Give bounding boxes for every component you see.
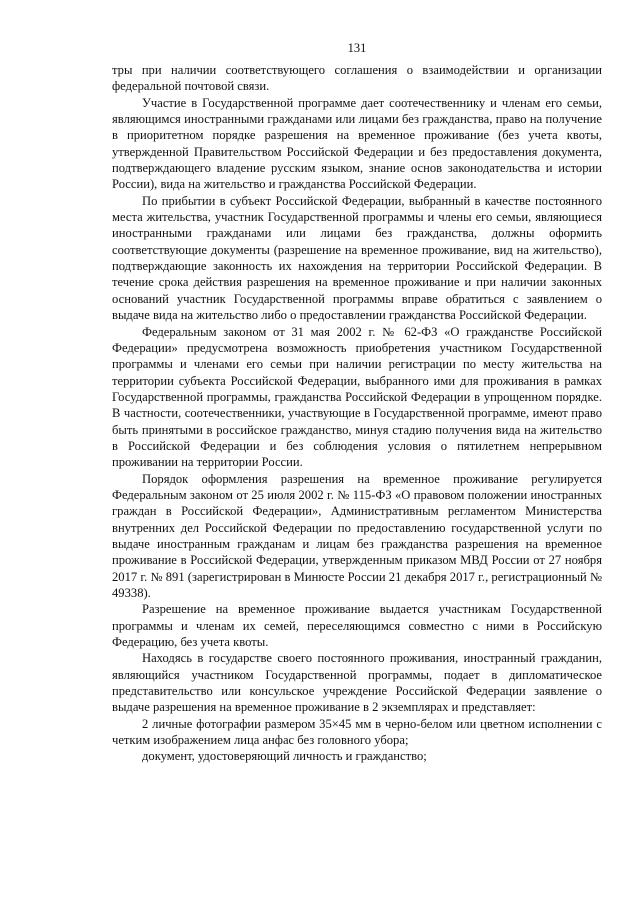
- paragraph-7: Находясь в государстве своего постоянного проживания, иностранный гражданин, являющийся участником Государственной программы, подает в дипломатическое представительство или консульское учреждение Российской Федерации заявление о выдаче разрешения на временное проживание в 2 экземплярах и представляет:: [112, 651, 602, 715]
- page-number: 131: [347, 41, 367, 55]
- paragraph-5: Порядок оформления разрешения на временное проживание регулируется Федеральным законом от 25 июля 2002 г. № 115-ФЗ «О правовом положении иностранных граждан в Российской Федерации», Административным регламентом Министерства внутренних дел Российской Федерации по предоставлению государственной услуги по выдаче иностранным гражданам и лицам без гражданства разрешения на временное проживание в Российской Федерации, утвержденным приказом МВД России от 27 ноября 2017 г. № 891 (зарегистрирован в Минюсте России 21 декабря 2017 г., регистрационный № 49338).: [112, 471, 602, 600]
- paragraph-1: тры при наличии соответствующего соглашения о взаимодействии и организации федеральной почтовой связи.: [112, 63, 602, 94]
- paragraph-8: 2 личные фотографии размером 35×45 мм в черно-белом или цветном исполнении с четким изображением лица анфас без головного убора;: [112, 716, 602, 748]
- paragraph-4: Федеральным законом от 31 мая 2002 г. № 62-ФЗ «О гражданстве Российской Федерации» предусмотрена возможность приобретения участником Государственной программы и членами его семьи при наличии регистрации по месту жительства на территории субъекта Российской Федерации, выбранного ими для проживания в рамках Государственной программы, гражданства Российской Федерации в упрощенном порядке. В частности, соотечественники, участвующие в Государственной программе, имеют право быть принятыми в российское гражданство, минуя стадию получения вида на жительство в Российской Федерации и без соблюдения условия о пятилетнем непрерывном проживании на территории России.: [112, 324, 602, 470]
- paragraph-3: По прибытии в субъект Российской Федерации, выбранный в качестве постоянного места жительства, участник Государственной программы и члены его семьи, являющиеся иностранными гражданами или лицами без гражданства, должны оформить соответствующие документы (разрешение на временное проживание, вид на жительство), подтверждающие законность их нахождения на территории Российской Федерации. В течение срока действия разрешения на временное проживание и при наличии законных оснований участник Государственной программы вправе обратиться с заявлением о выдаче вида на жительство либо о предоставлении гражданства Российской Федерации.: [112, 193, 602, 323]
- paragraph-6: Разрешение на временное проживание выдается участникам Государственной программы и членам их семей, переселяющимся совместно с ними в Российскую Федерацию, без учета квоты.: [112, 602, 602, 650]
- paragraph-2: Участие в Государственной программе дает соотечественнику и членам его семьи, являющимся иностранными гражданами или лицами без гражданства, право на получение в приоритетном порядке разрешения на временное проживание (без учета квоты, утвержденной Правительством Российской Федерации и без предоставления документа, подтверждающего владение русским языком, знание основ законодательства и истории России), вида на жительство и гражданства Российской Федерации.: [112, 95, 602, 192]
- paragraph-9: документ, удостоверяющий личность и гражданство;: [142, 749, 427, 764]
